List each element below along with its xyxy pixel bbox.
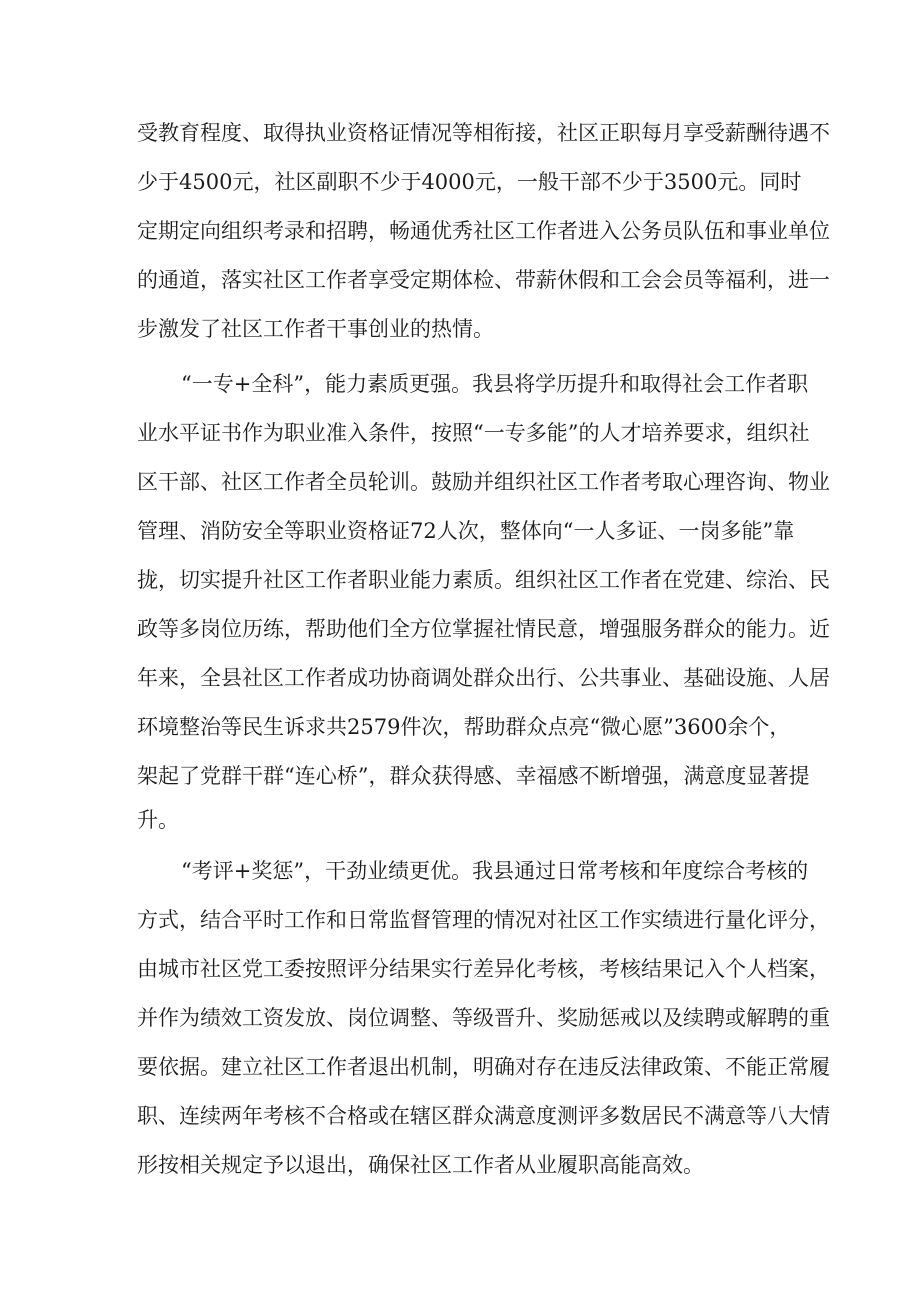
paragraph-3-line-3: 由城市社区党工委按照评分结果实行差异化考核，考核结果记入个人档案， [137,957,830,981]
paragraph-2-line-8: 环境整治等民生诉求共2579件次，帮助群众点亮“微心愿”3600余个， [137,715,791,739]
paragraph-2-line-2: 业水平证书作为职业准入条件，按照“一专多能”的人才培养要求，组织社 [137,421,810,445]
paragraph-2-line-5: 拢，切实提升社区工作者职业能力素质。组织社区工作者在党建、综治、民 [137,568,830,592]
paragraph-1-line-4: 的通道，落实社区工作者享受定期体检、带薪休假和工会会员等福利，进一 [137,268,830,292]
paragraph-3-line-5: 要依据。建立社区工作者退出机制，明确对存在违反法律政策、不能正常履 [137,1055,830,1079]
paragraph-2-line-10: 升。 [137,808,179,832]
paragraph-2-line-3: 区干部、社区工作者全员轮训。鼓励并组织社区工作者考取心理咨询、物业 [137,470,830,494]
paragraph-2-line-7: 年来，全县社区工作者成功协商调处群众出行、公共事业、基础设施、人居 [137,666,830,690]
paragraph-3-line-2: 方式，结合平时工作和日常监督管理的情况对社区工作实绩进行量化评分， [137,908,830,932]
paragraph-2-line-4: 管理、消防安全等职业资格证72人次，整体向“一人多证、一岗多能”靠 [137,519,795,543]
paragraph-3-line-1: “考评+奖惩”，干劲业绩更优。我县通过日常考核和年度综合考核的 [181,859,809,883]
paragraph-3-line-7: 形按相关规定予以退出，确保社区工作者从业履职高能高效。 [137,1153,704,1177]
paragraph-1-line-5: 步激发了社区工作者干事创业的热情。 [137,317,494,341]
paragraph-3-line-4: 并作为绩效工资发放、岗位调整、等级晋升、奖励惩戒以及续聘或解聘的重 [137,1006,830,1030]
paragraph-3-line-6: 职、连续两年考核不合格或在辖区群众满意度测评多数居民不满意等八大情 [137,1104,830,1128]
paragraph-1-line-3: 定期定向组织考录和招聘，畅通优秀社区工作者进入公务员队伍和事业单位 [137,219,830,243]
paragraph-1-line-2: 少于4500元，社区副职不少于4000元，一般干部不少于3500元。同时 [137,170,802,194]
paragraph-1-line-1: 受教育程度、取得执业资格证情况等相衔接，社区正职每月享受薪酬待遇不 [137,121,830,145]
paragraph-2-line-9: 架起了党群干群“连心桥”，群众获得感、幸福感不断增强，满意度显著提 [137,764,810,788]
paragraph-2-line-1: “一专+全科”，能力素质更强。我县将学历提升和取得社会工作者职 [181,372,809,396]
paragraph-2-line-6: 政等多岗位历练，帮助他们全方位掌握社情民意，增强服务群众的能力。近 [137,617,830,641]
